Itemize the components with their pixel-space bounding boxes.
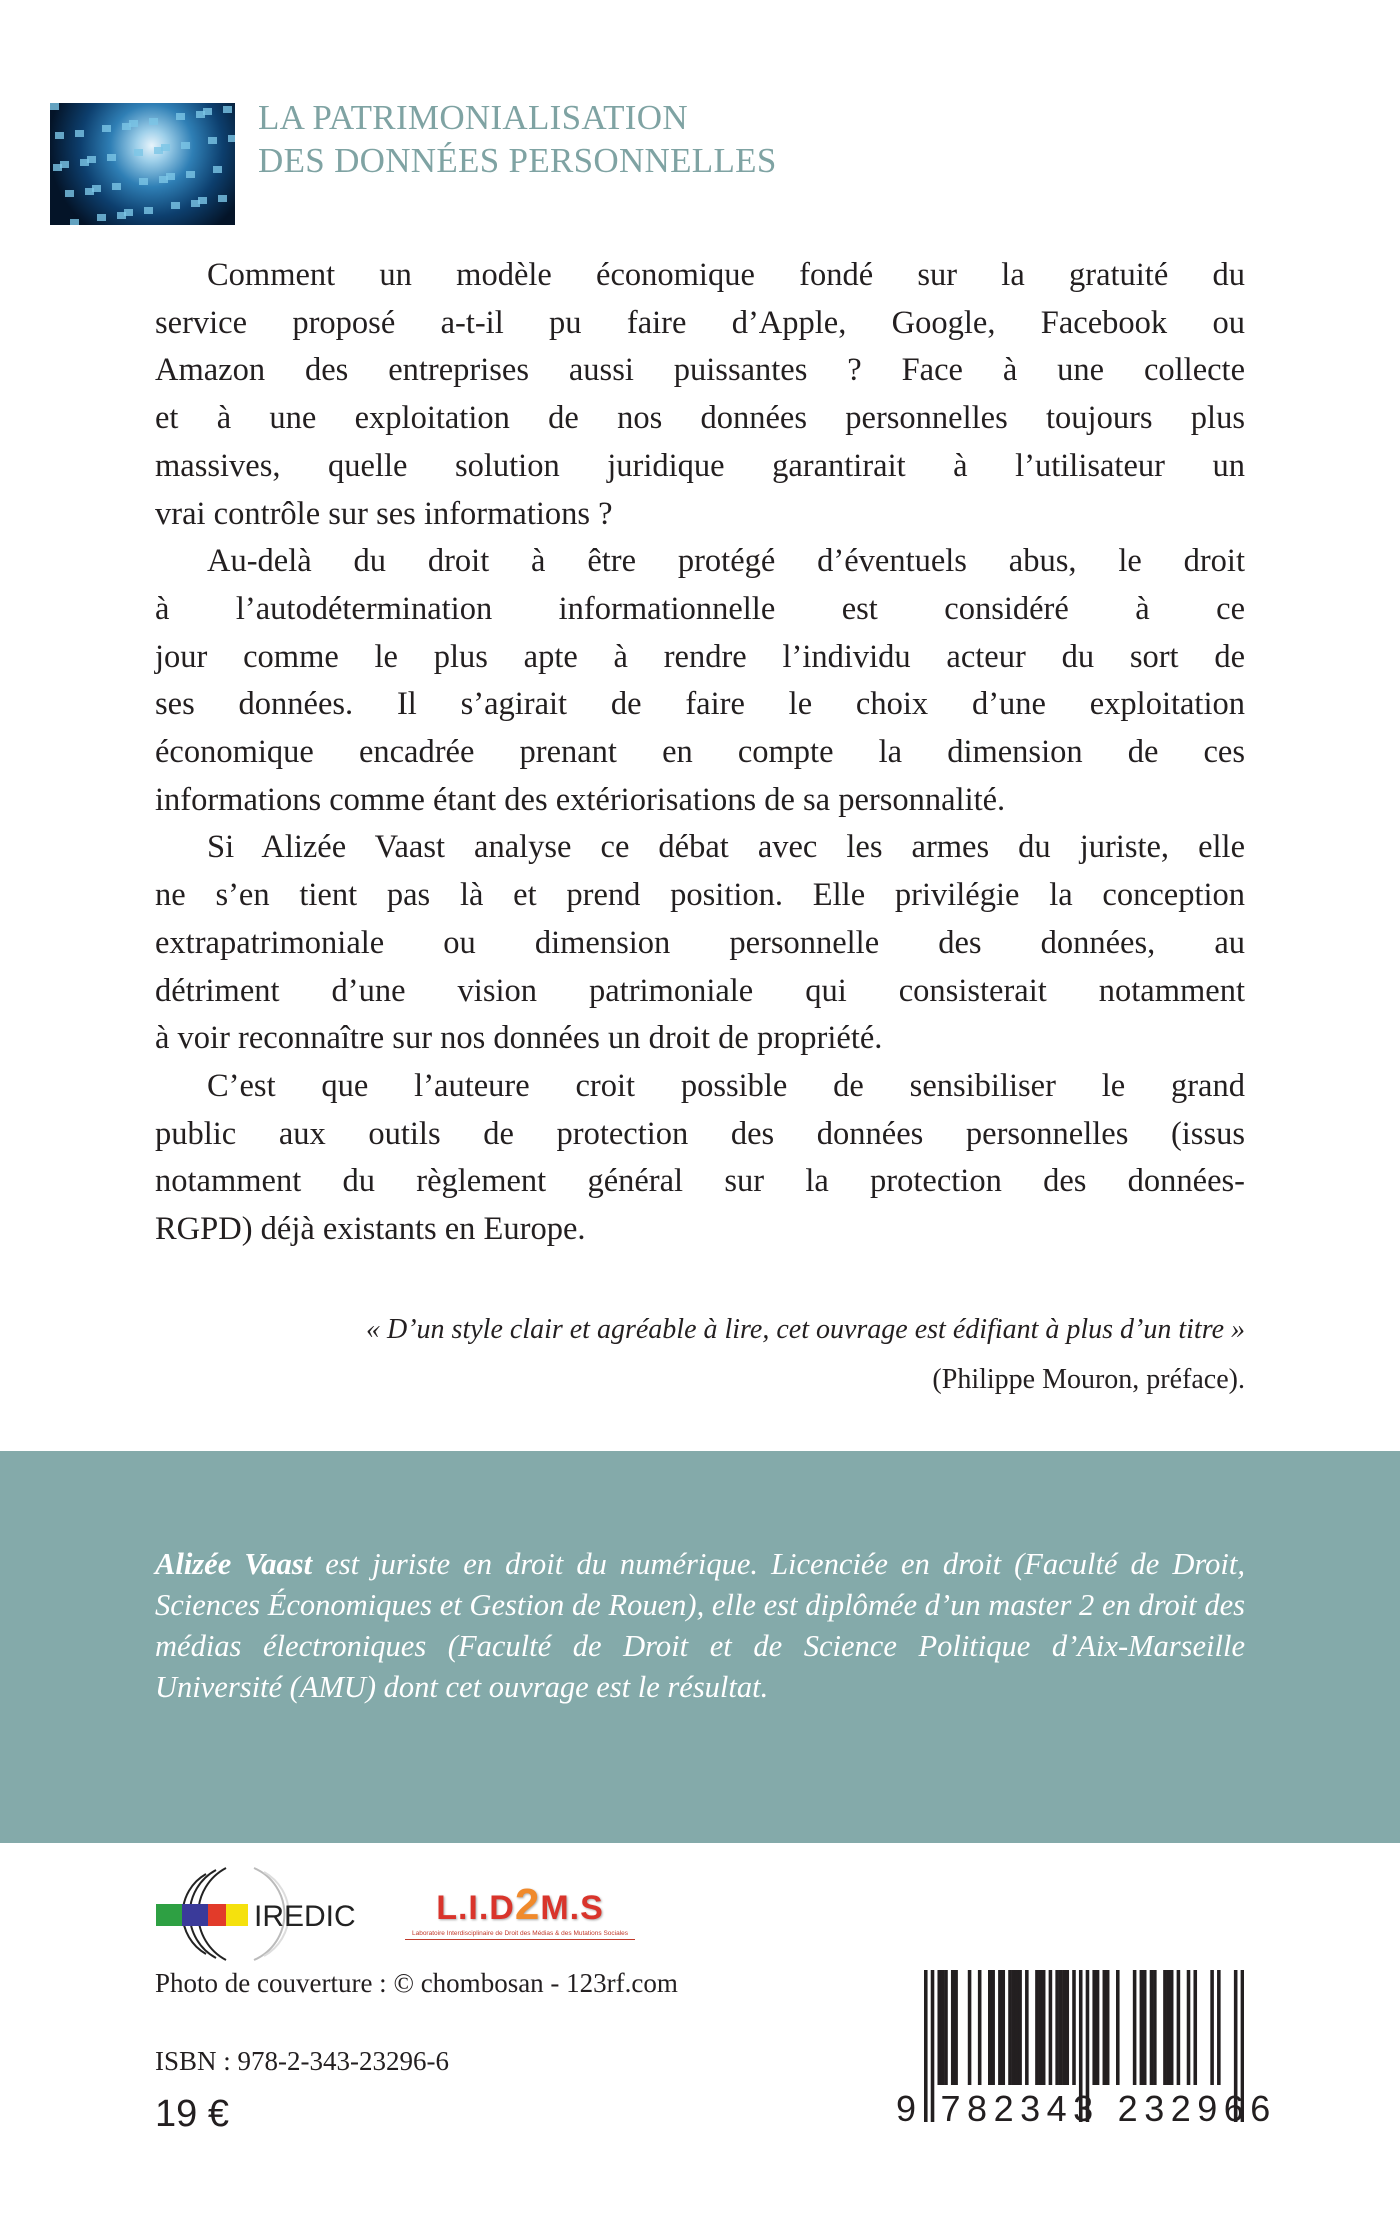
barcode-bar <box>1012 1970 1016 2085</box>
title-line-2: DES DONNÉES PERSONNELLES <box>258 141 777 180</box>
barcode-bar <box>954 1970 958 2085</box>
blurb-line: massives, quelle solution juridique garantirait à l’utilisateur un <box>155 447 1245 484</box>
barcode-bar <box>1062 1970 1066 2085</box>
barcode-bar <box>1072 1970 1076 2085</box>
barcode-digits-right: 232966 <box>1117 2088 1277 2129</box>
barcode-bar <box>1116 1970 1120 2085</box>
barcode-bar <box>968 1970 972 2085</box>
barcode-bar <box>1065 1970 1069 2085</box>
iredic-logo <box>154 1866 359 1961</box>
blurb-line: service proposé a-t-il pu faire d’Apple, Google, Facebook ou <box>155 304 1245 341</box>
barcode-bar <box>1167 1970 1171 2085</box>
barcode-bar <box>1193 1970 1197 2085</box>
lid2ms-subtitle: Laboratoire Interdisciplinaire de Droit des Médias & des Mutations Sociales <box>405 1930 635 1940</box>
barcode-bar <box>1187 1970 1191 2085</box>
barcode-bar <box>1049 1970 1053 2085</box>
author-bio-text: est juriste en droit du numérique. Licenciée en droit (Faculté de Droit, Sciences Économiques et Gestion de Rouen), elle est diplômée d’un master 2 en droit des médias électroniques (Faculté de Droit et de Science Politique d’Aix-Marseille Université (AMU) dont cet ouvrage est le résultat. <box>155 1547 1245 1704</box>
quote-attribution: (Philippe Mouron, préface). <box>932 1364 1245 1395</box>
blurb-line: à l’autodétermination informationnelle est considéré à ce <box>155 590 1245 627</box>
blurb-line: jour comme le plus apte à rendre l’individu acteur du sort de <box>155 638 1245 675</box>
quote-text: « D’un style clair et agréable à lire, cet ouvrage est édifiant à plus d’un titre » <box>366 1314 1245 1345</box>
isbn: ISBN : 978-2-343-23296-6 <box>155 2046 449 2076</box>
barcode-bar <box>1103 1970 1107 2085</box>
blurb-line: Si Alizée Vaast analyse ce débat avec les armes du juriste, elle <box>207 829 1245 866</box>
barcode-bar <box>1163 1970 1167 2085</box>
quote-block <box>366 1305 1245 1405</box>
barcode-bar <box>1035 1970 1039 2085</box>
barcode-bar <box>1008 1970 1012 2085</box>
blurb-line: et à une exploitation de nos données personnelles toujours plus <box>155 400 1245 437</box>
blurb-line: public aux outils de protection des données personnelles (issus <box>155 1115 1245 1152</box>
blurb-line: notamment du règlement général sur la protection des données- <box>155 1163 1245 1200</box>
barcode-bar <box>1039 1970 1043 2085</box>
barcode-bar <box>1096 1970 1100 2085</box>
barcode-bar <box>1025 1970 1029 2085</box>
iredic-logo-text: IREDIC <box>254 1900 356 1933</box>
barcode-bar <box>1133 1970 1137 2085</box>
barcode-bar <box>1092 1970 1096 2085</box>
blurb-line: détriment d’une vision patrimoniale qui consisterait notamment <box>155 972 1245 1009</box>
barcode-bar <box>1001 1970 1005 2085</box>
blurb-line: ses données. Il s’agirait de faire le choix d’une exploitation <box>155 686 1245 723</box>
blurb-line: à voir reconnaître sur nos données un droit de propriété. <box>155 1020 883 1057</box>
blurb-line: informations comme étant des extériorisations de sa personnalité. <box>155 781 1006 818</box>
barcode-bar <box>1042 1970 1046 2085</box>
barcode-bar <box>1018 1970 1022 2085</box>
barcode-bar <box>1217 1970 1221 2085</box>
barcode-number <box>896 2088 1277 2130</box>
photo-credit: Photo de couverture : © chombosan - 123rf.com <box>155 1968 678 1998</box>
blurb-line: économique encadrée prenant en compte la dimension de ces <box>155 734 1245 771</box>
barcode-bar <box>978 1970 982 2085</box>
blurb-line: Amazon des entreprises aussi puissantes ? Face à une collecte <box>155 352 1245 389</box>
blurb-text <box>155 252 1245 1254</box>
barcode-bar <box>1106 1970 1110 2085</box>
barcode-bar <box>998 1970 1002 2085</box>
title-line-1: LA PATRIMONIALISATION <box>258 98 688 137</box>
lid2ms-prefix: L.I.D <box>436 1889 515 1927</box>
barcode-bar <box>1015 1970 1019 2085</box>
barcode-bar <box>1210 1970 1214 2085</box>
blurb-line: vrai contrôle sur ses informations ? <box>155 495 613 532</box>
lid2ms-logo <box>405 1880 635 1950</box>
lid2ms-suffix: M.S <box>540 1889 604 1927</box>
barcode-bar <box>1059 1970 1063 2085</box>
barcode-digits-left: 782343 <box>940 2088 1100 2129</box>
cover-thumbnail-globe-image <box>50 103 235 225</box>
blurb-line: Comment un modèle économique fondé sur la gratuité du <box>207 257 1245 293</box>
barcode-bar <box>1153 1970 1157 2085</box>
book-title <box>258 96 777 182</box>
barcode-digit-first: 9 <box>896 2088 923 2129</box>
barcode-bar <box>1170 1970 1174 2085</box>
author-bio <box>155 1544 1245 1708</box>
barcode-bar <box>937 1970 941 2085</box>
price: 19 € <box>155 2093 229 2135</box>
blurb-line: C’est que l’auteure croit possible de sensibiliser le grand <box>207 1067 1245 1104</box>
barcode-bar <box>944 1970 948 2085</box>
lid2ms-two: 2 <box>514 1880 541 1929</box>
blurb-line: ne s’en tient pas là et prend position. Elle privilégie la conception <box>155 877 1245 914</box>
blurb-line: RGPD) déjà existants en Europe. <box>155 1211 586 1248</box>
blurb-line: Au-delà du droit à être protégé d’éventuels abus, le droit <box>207 543 1245 580</box>
barcode-bar <box>988 1970 992 2085</box>
barcode-bar <box>1150 1970 1154 2085</box>
author-name: Alizée Vaast <box>155 1547 313 1581</box>
barcode-bar <box>991 1970 995 2085</box>
barcode-bar <box>1143 1970 1147 2085</box>
barcode-bar <box>1177 1970 1181 2085</box>
barcode-bar <box>941 1970 945 2085</box>
barcode-bar <box>1055 1970 1059 2085</box>
barcode-bar <box>951 1970 955 2085</box>
blurb-line: extrapatrimoniale ou dimension personnelle des données, au <box>155 924 1245 961</box>
barcode-bar <box>1140 1970 1144 2085</box>
